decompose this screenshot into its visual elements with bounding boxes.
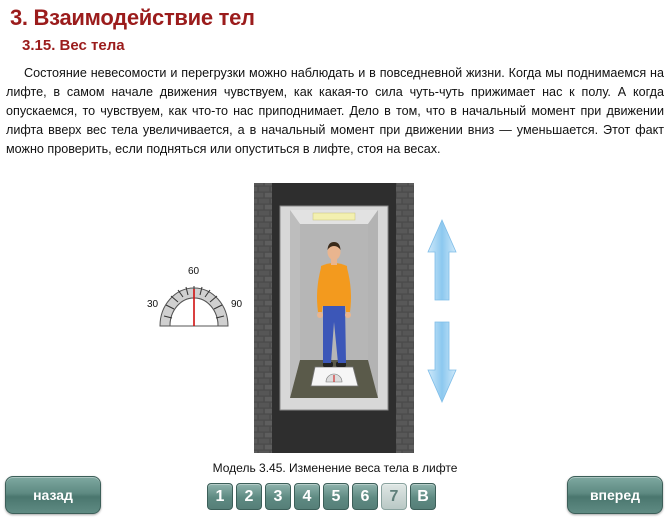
ceiling-lamp-icon bbox=[313, 213, 355, 220]
page-button-3[interactable]: 3 bbox=[265, 483, 291, 510]
arrow-up-icon bbox=[428, 220, 456, 300]
arrow-down-icon bbox=[428, 322, 456, 402]
weight-gauge bbox=[147, 266, 243, 326]
chapter-title: 3. Взаимодействие тел bbox=[10, 5, 255, 30]
page-button-4[interactable]: 4 bbox=[294, 483, 320, 510]
gauge-mid-label: 60 bbox=[188, 266, 200, 277]
page-button-5[interactable]: 5 bbox=[323, 483, 349, 510]
section-title: 3.15. Вес тела bbox=[22, 37, 125, 54]
page-button-1[interactable]: 1 bbox=[207, 483, 233, 510]
body-paragraph: Состояние невесомости и перегрузки можно наблюдать и в повседневной жизни. Когда мы поднимаемся на лифте, в самом начале движения чувствуем, как какая-то сила чуть-чуть прижимает нас к полу. А когда опускаемся, то чувствуем, как что-то нас приподнимает. Дело в том, что в начальный момент при движении лифта вверх вес тела увеличивается, а в начальный момент при движении вниз — уменьшается. Этот факт можно проверить, если подняться или опуститься в лифте, стоя на весах. bbox=[6, 66, 664, 156]
back-button[interactable]: назад bbox=[5, 476, 101, 514]
bathroom-scale bbox=[311, 367, 358, 386]
page-button-2[interactable]: 2 bbox=[236, 483, 262, 510]
forward-button[interactable]: вперед bbox=[567, 476, 663, 514]
gauge-max-label: 90 bbox=[231, 299, 243, 310]
page-navigation bbox=[207, 483, 436, 510]
page-button-7[interactable]: 7 bbox=[381, 483, 407, 510]
page-button-v[interactable]: В bbox=[410, 483, 436, 510]
figure-caption: Модель 3.45. Изменение веса тела в лифте bbox=[212, 461, 458, 475]
page-button-6[interactable]: 6 bbox=[352, 483, 378, 510]
gauge-min-label: 30 bbox=[147, 299, 159, 310]
